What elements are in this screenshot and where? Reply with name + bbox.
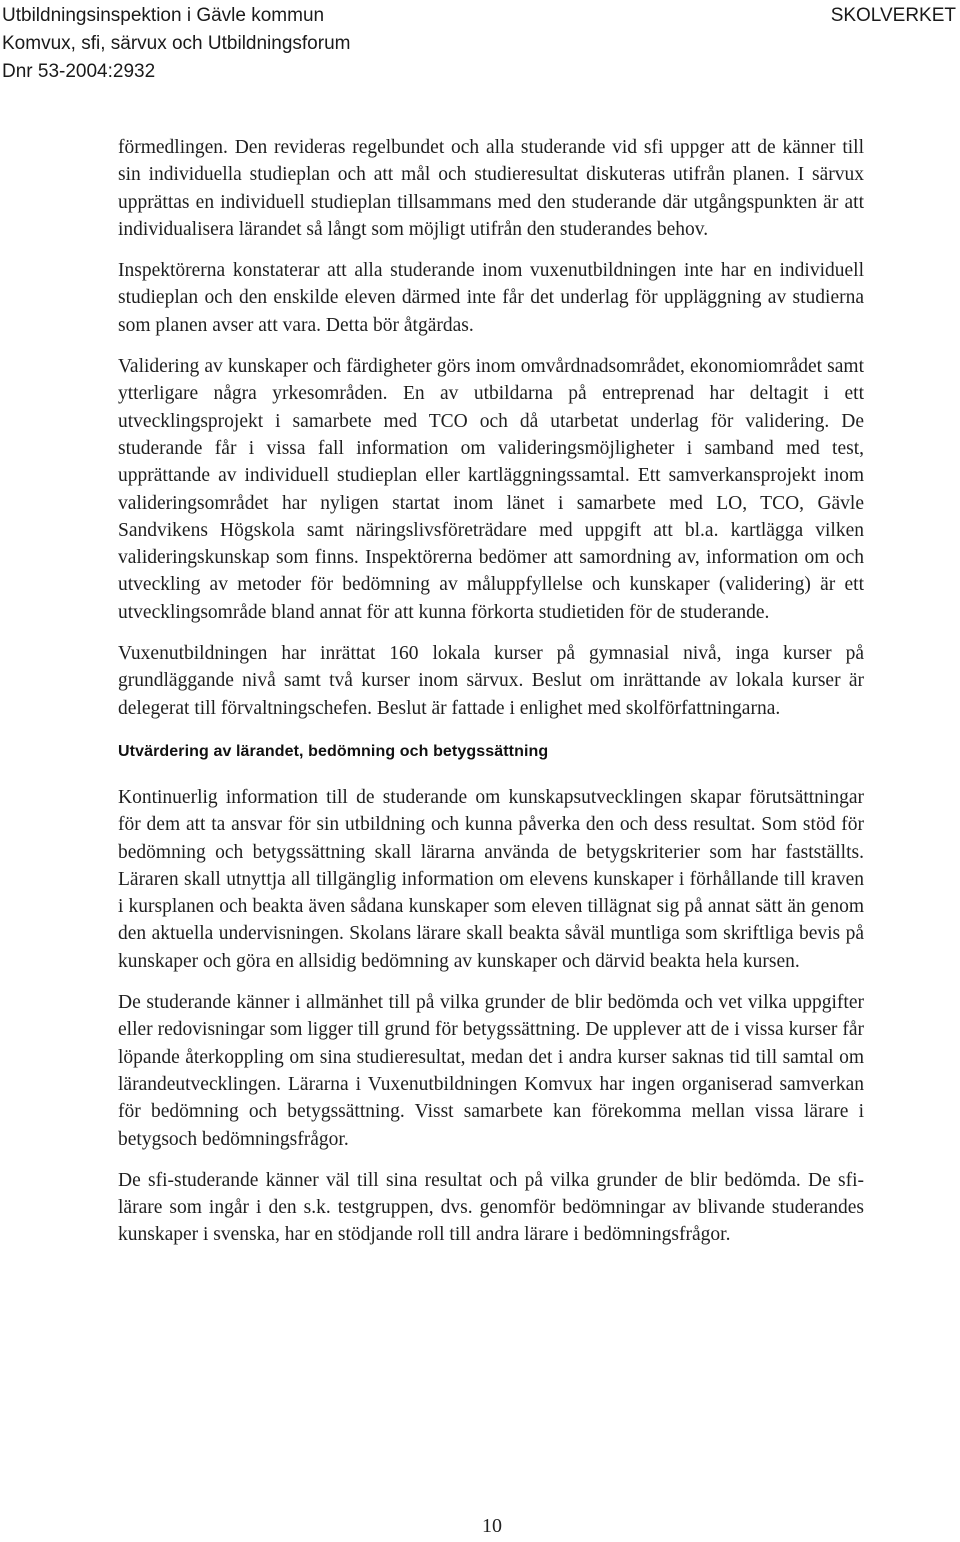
brand-name: SKOLVERKET bbox=[830, 5, 956, 26]
paragraph: Validering av kunskaper och färdigheter görs inom omvårdnadsområdet, ekonomiområdet samt ytterligare några yrkesområden. En av utbildarna på entreprenad har deltagit i ett utvecklingsprojekt i samarbete med TCO och då utarbetat underlag för validering. De studerande får i vissa fall information om valideringsmöjligheter i samband med test, upprättande av individuell studieplan eller kartläggningssamtal. Ett samverkansprojekt inom valideringsområdet har nyligen startat inom länet i samarbete med LO, TCO, Gävle Sandvikens Högskola samt näringslivsföreträdare med uppgift att bl.a. kartlägga vilken valideringskunskap som finns. Inspektörerna bedömer att samordning av, information om och utveckling av metoder för bedömning av måluppfyllelse och kunskaper (validering) är ett utvecklingsområde bland annat för att kunna förkorta studietiden för de studerande. bbox=[118, 356, 864, 623]
header-reference: Dnr 53-2004:2932 bbox=[2, 61, 156, 82]
paragraph: Vuxenutbildningen har inrättat 160 lokala kurser på gymnasial nivå, inga kurser på grundläggande nivå samt två kurser inom särvux. Beslut om inrättande av lokala kurser är delegerat till förvaltningschefen. Beslut är fattade i enlighet med skolförfattningarna. bbox=[118, 643, 864, 719]
page-number: 10 bbox=[482, 1515, 502, 1537]
section-heading: Utvärdering av lärandet, bedömning och betygssättning bbox=[118, 742, 549, 760]
paragraph: De sfi-studerande känner väl till sina resultat och på vilka grunder de blir bedömda. De sfi-lärare som ingår i den s.k. testgruppen, dvs. genomför bedömningar av blivande studerandes kunskaper i svenska, har en stödjande roll till andra lärare i bedömningsfrågor. bbox=[118, 1169, 864, 1246]
paragraph: förmedlingen. Den revideras regelbundet och alla studerande vid sfi uppger att de känner till sin individuella studieplan och att mål och studieresultat diskuteras utifrån planen. I särvux upprättas en individuell studieplan tillsammans med den studerande där utgångspunkten är att individualisera lärandet så långt som möjligt utifrån den studerandes behov. bbox=[118, 137, 864, 240]
document-body bbox=[118, 134, 864, 1263]
paragraph: De studerande känner i allmänhet till på vilka grunder de blir bedömda och vet vilka uppgifter eller redovisningar som ligger till grund för betygssättning. De upplever att de i vissa kurser får löpande återkoppling om sina studieresultat, medan det i andra kurser saknas tid till samtal om lärandeutvecklingen. Lärarna i Vuxenutbildningen Komvux har ingen organiserad samverkan för bedömning och betygssättning. Visst samarbete kan förekomma mellan vissa lärare i betygsoch bedömningsfrågor. bbox=[118, 992, 864, 1150]
paragraph: Kontinuerlig information till de studerande om kunskapsutvecklingen skapar förutsättningar för dem att ta ansvar för sin utbildning och kunna påverka den och dess resultat. Som stöd för bedömning och betygssättning skall lärarna använda de betygskriterier som har fastställts. Läraren skall utnyttja all tillgänglig information om elevens kunskaper i förhållande till kraven i kursplanen och beakta även sådana kunskaper som eleven tillägnat sig på annat sätt än genom den aktuella undervisningen. Skolans lärare skall beakta såväl muntliga som skriftliga bevis på kunskaper och göra en allsidig bedömning av kunskaper och därvid beakta hela kursen. bbox=[118, 786, 864, 972]
header-title: Utbildningsinspektion i Gävle kommun bbox=[2, 5, 325, 26]
paragraph: Inspektörerna konstaterar att alla studerande inom vuxenutbildningen inte har en individuell studieplan och den enskilde eleven därmed inte får det underlag för uppläggning av studierna som planen avser att vara. Detta bör åtgärdas. bbox=[118, 260, 864, 336]
header-subtitle: Komvux, sfi, särvux och Utbildningsforum bbox=[2, 33, 351, 54]
header-info bbox=[2, 2, 350, 86]
